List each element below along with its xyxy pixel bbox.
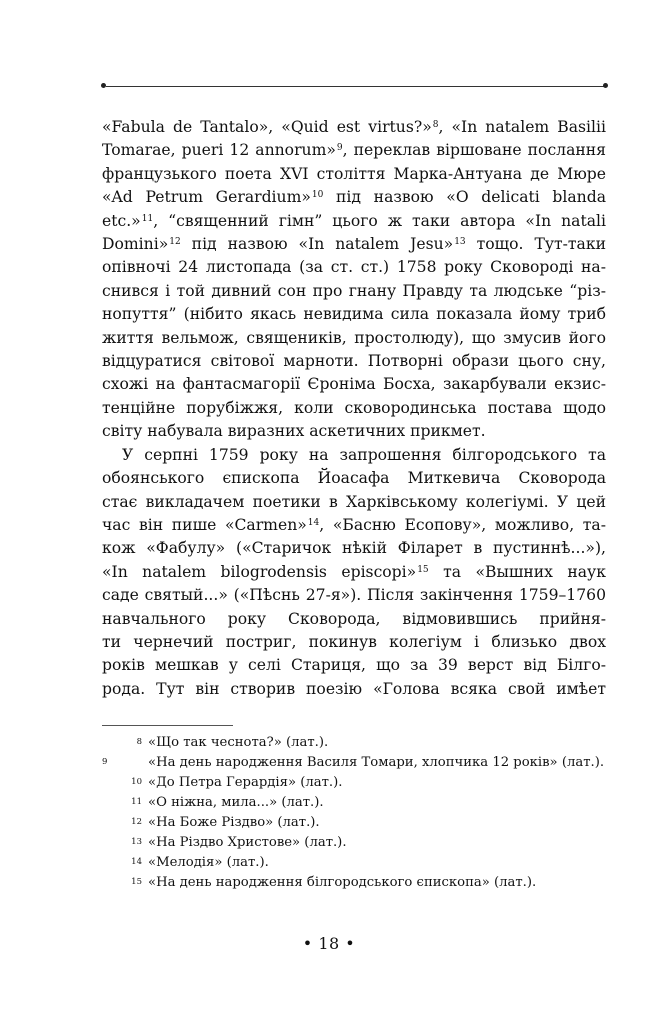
footnote-ref: 10 (311, 190, 324, 201)
footnote-ref: 8 (432, 120, 439, 130)
footnote-14 (102, 853, 606, 873)
paragraph-1-line: відцуратися світової марноти. Потворні образи цього сну, (102, 352, 606, 371)
footnote-number: 11 (131, 797, 142, 807)
footnote-13 (102, 833, 606, 853)
footnote-number: 12 (131, 817, 142, 827)
paragraph-2-line: У серпні 1759 року на запрошення білгородського та (122, 445, 606, 464)
footnote-number: 13 (131, 837, 142, 847)
page-number: • 18 • (302, 934, 356, 953)
paragraph-2-line: саде святый...» («Пѣснь 27-я»). Після закінчення 1759–1760 (102, 586, 606, 605)
footnote-15 (102, 873, 606, 893)
paragraph-1-line: «Fabula de Tantalo», «Quid est virtus?»$^8$, «In natalem Basilii (102, 118, 606, 136)
paragraph-2-line: «In natalem bilogrodensis episcopi»$^{15}$ та «Вышних наук (102, 562, 606, 581)
footnote-separator (102, 725, 233, 726)
paragraph-2-line: час він пише «Carmen»$^{14}$, «Басню Есопову», можливо, та- (102, 515, 606, 534)
paragraph-2-line: кож «Фабулу» («Старичок нѣкій Філарет в пустиннѣ...»), (102, 539, 606, 558)
footnote-text: «Що так чеснота?» (лат.). (148, 735, 329, 750)
footnote-11 (102, 793, 606, 813)
footnote-ref: 15 (417, 564, 429, 575)
main-text (102, 116, 606, 701)
footnote-text: «На Різдво Христове» (лат.). (148, 835, 347, 850)
paragraph-2-line: стає викладачем поетики в Харківському колегіумі. У цей (102, 492, 606, 511)
paragraph-1-line: французького поета XVI століття Марка-Антуана де Мюре (102, 164, 606, 183)
footnote-number: 10 (131, 777, 142, 787)
footnote-ref: 13 (454, 237, 466, 248)
header-rule (106, 86, 605, 87)
paragraph-1-line: Domini»$^{12}$ під назвою «In natalem Jesu»$^{13}$ тощо. Тут-таки (102, 235, 606, 254)
footnote-number: 9 (102, 757, 108, 767)
footnote-ref: 12 (169, 237, 181, 248)
paragraph-1-line: снився і той дивний сон про гнану Правду та людське “різ- (102, 281, 606, 300)
footnote-9 (102, 753, 606, 773)
footnote-text: «На день народження білгородського єпископа» (лат.). (148, 875, 537, 890)
footnote-number: 15 (131, 877, 142, 887)
footnote-8 (102, 733, 606, 753)
paragraph-1-line: життя вельмож, священиків, простолюду), що змусив його (102, 328, 606, 347)
paragraph-2-line: рода. Тут він створив поезію «Голова всяка свой имѣет (102, 679, 606, 698)
paragraph-1-line: світу набувала виразних аскетичних прикмет. (102, 422, 486, 441)
footnote-12 (102, 813, 606, 833)
footnote-10 (102, 773, 606, 793)
paragraph-1-line: нопуття” (нібито якась невидима сила показала йому триб (102, 305, 606, 324)
footnote-text: «На Боже Різдво» (лат.). (148, 815, 320, 830)
footnote-text: «Мелодія» (лат.). (148, 855, 269, 870)
paragraph-1-line: Tomarae, pueri 12 annorum»$^9$, переклав віршоване послання (102, 141, 606, 160)
paragraph-1-line: etc.»$^{11}$, “священний гімн” цього ж таки автора «In natali (102, 211, 606, 230)
footnote-ref: 9 (336, 143, 343, 154)
footnote-number: 14 (131, 857, 142, 867)
paragraph-2-line: навчального року Сковорода, відмовившись прийня- (102, 609, 606, 628)
paragraph-1-line: «Ad Petrum Gerardium»$^{10}$ під назвою «O delicati blanda (102, 188, 606, 207)
header-bullet-right (603, 83, 608, 88)
footnote-text: «На день народження Василя Томари, хлопчика 12 років» (лат.). (148, 755, 605, 770)
paragraph-1-line: опівночі 24 листопада (за ст. ст.) 1758 року Сковороді на- (102, 258, 606, 277)
footnote-ref: 11 (141, 213, 154, 224)
footnote-text: «О ніжна, мила...» (лат.). (148, 795, 324, 810)
paragraph-1-line: тенційне порубіжжя, коли сковородинська постава щодо (102, 398, 606, 417)
paragraph-2-line: років мешкав у селі Стариця, що за 39 верст від Білго- (102, 656, 606, 675)
footnote-text: «До Петра Герардія» (лат.). (148, 775, 343, 790)
paragraph-1-line: схожі на фантасмагорії Єроніма Босха, закарбували екзис- (102, 375, 606, 394)
paragraph-2-line: ти чернечий постриг, покинув колегіум і близько двох (102, 632, 606, 651)
footnote-ref: 14 (307, 517, 320, 528)
footnotes (102, 733, 606, 893)
paragraph-2-line: обоянського єпископа Йоасафа Миткевича Сковорода (102, 469, 606, 488)
footnote-number: 8 (136, 737, 142, 747)
